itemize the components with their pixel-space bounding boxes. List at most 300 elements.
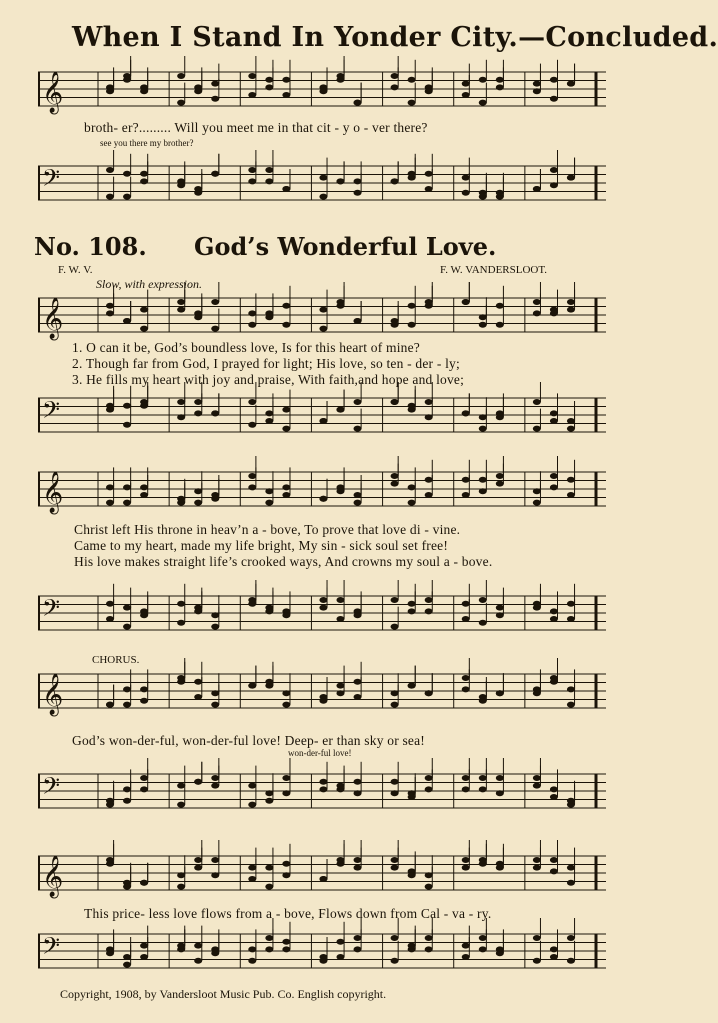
note-head — [496, 410, 504, 416]
note-head — [425, 872, 433, 878]
note-head — [496, 303, 504, 309]
note-head — [123, 422, 131, 428]
note-head — [265, 946, 273, 952]
note-head — [140, 608, 148, 614]
note-head — [211, 872, 219, 878]
note-head — [550, 418, 558, 424]
verse-line: His love makes straight life’s crooked ways, And crowns my soul a - bove. — [74, 554, 493, 569]
note-head — [425, 171, 433, 177]
chorus-line: This price- less love flows from a - bove, Flows down from Cal - va - ry. — [84, 906, 492, 921]
note-head — [248, 946, 256, 952]
note-head — [140, 484, 148, 490]
note-head — [140, 943, 148, 949]
note-head — [194, 865, 202, 871]
note-head — [265, 798, 273, 804]
note-head — [479, 77, 487, 83]
staff-notation — [38, 854, 606, 897]
note-head — [425, 935, 433, 941]
note-head — [336, 407, 344, 413]
note-head — [194, 679, 202, 685]
note-head — [194, 779, 202, 785]
note-head — [336, 616, 344, 622]
note-head — [265, 679, 273, 685]
note-head — [354, 500, 362, 506]
note-head — [408, 322, 416, 328]
note-head — [533, 500, 541, 506]
note-head — [354, 946, 362, 952]
note-head — [354, 935, 362, 941]
note-head — [194, 186, 202, 192]
note-head — [408, 171, 416, 177]
note-head — [336, 861, 344, 867]
staff-notation — [38, 396, 606, 436]
note-head — [567, 477, 575, 483]
note-head — [533, 857, 541, 863]
note-head — [194, 500, 202, 506]
note-head — [496, 775, 504, 781]
note-head — [140, 686, 148, 692]
lyric-line: broth- er?......... Will you meet me in that cit - y o - ver there? — [84, 120, 428, 135]
note-head — [354, 694, 362, 700]
note-head — [140, 880, 148, 886]
note-head — [391, 958, 399, 964]
note-head — [425, 186, 433, 192]
note-head — [408, 601, 416, 607]
note-head — [462, 477, 470, 483]
note-head — [123, 798, 131, 804]
note-head — [496, 950, 504, 956]
note-head — [479, 100, 487, 106]
note-head — [282, 77, 290, 83]
note-head — [425, 786, 433, 792]
note-head — [265, 410, 273, 416]
note-head — [496, 481, 504, 487]
note-head — [106, 802, 114, 808]
treble-staff — [38, 854, 606, 897]
note-head — [123, 318, 131, 324]
note-head — [319, 418, 327, 424]
note-head — [462, 686, 470, 692]
verse-line: Christ left His throne in heav’n a - bove, To prove that love di - vine. — [74, 522, 461, 537]
note-head — [194, 310, 202, 316]
note-head — [123, 77, 131, 83]
bass-clef-icon: 𝄢 — [42, 594, 61, 627]
note-head — [425, 477, 433, 483]
note-head — [265, 790, 273, 796]
note-head — [106, 950, 114, 956]
staff-notation — [38, 672, 606, 715]
note-head — [265, 500, 273, 506]
note-head — [319, 307, 327, 313]
note-head — [282, 407, 290, 413]
note-head — [425, 492, 433, 498]
treble-staff — [38, 672, 606, 715]
note-head — [391, 790, 399, 796]
note-head — [248, 92, 256, 98]
note-head — [177, 500, 185, 506]
verse-line: Came to my heart, made my life bright, My sin - sick soul set free! — [74, 538, 449, 553]
bass-clef-icon: 𝄢 — [42, 932, 61, 965]
note-head — [211, 496, 219, 502]
chorus-line: God’s won-der-ful, won-der-ful love! Deep- er than sky or sea! — [72, 733, 425, 748]
note-head — [462, 410, 470, 416]
note-head — [194, 410, 202, 416]
note-head — [462, 857, 470, 863]
note-head — [391, 865, 399, 871]
note-head — [550, 786, 558, 792]
note-head — [282, 775, 290, 781]
note-head — [462, 492, 470, 498]
note-head — [425, 299, 433, 305]
note-head — [248, 783, 256, 789]
note-head — [354, 779, 362, 785]
note-head — [462, 190, 470, 196]
note-head — [319, 779, 327, 785]
note-head — [496, 77, 504, 83]
note-head — [248, 958, 256, 964]
note-head — [391, 624, 399, 630]
note-head — [248, 399, 256, 405]
note-head — [106, 484, 114, 490]
note-head — [462, 92, 470, 98]
note-head — [211, 702, 219, 708]
note-head — [177, 783, 185, 789]
bass-staff — [38, 772, 606, 812]
note-head — [567, 601, 575, 607]
note-head — [550, 96, 558, 102]
bass-staff — [38, 396, 606, 436]
note-head — [550, 484, 558, 490]
staff-notation — [38, 296, 606, 339]
note-head — [567, 418, 575, 424]
treble-clef-icon: 𝄞 — [42, 472, 64, 513]
note-head — [496, 473, 504, 479]
note-head — [282, 92, 290, 98]
note-head — [479, 946, 487, 952]
note-head — [462, 865, 470, 871]
note-head — [336, 783, 344, 789]
note-head — [391, 779, 399, 785]
note-head — [123, 624, 131, 630]
note-head — [336, 303, 344, 309]
note-head — [391, 473, 399, 479]
note-head — [425, 399, 433, 405]
note-head — [391, 322, 399, 328]
note-head — [177, 307, 185, 313]
note-head — [123, 702, 131, 708]
note-head — [550, 608, 558, 614]
note-head — [550, 473, 558, 479]
note-head — [106, 500, 114, 506]
note-head — [391, 178, 399, 184]
note-head — [248, 310, 256, 316]
note-head — [177, 414, 185, 420]
note-head — [496, 322, 504, 328]
note-head — [550, 182, 558, 188]
note-head — [177, 679, 185, 685]
treble-staff — [38, 296, 606, 339]
note-head — [336, 939, 344, 945]
note-head — [479, 597, 487, 603]
note-head — [319, 175, 327, 181]
note-head — [248, 876, 256, 882]
note-head — [425, 608, 433, 614]
note-head — [319, 496, 327, 502]
note-head — [408, 794, 416, 800]
note-head — [140, 178, 148, 184]
note-head — [194, 608, 202, 614]
staff-notation — [38, 594, 606, 634]
treble-staff — [38, 470, 606, 513]
verse-line: 2. Though far from God, I prayed for light; His love, so ten - der - ly; — [72, 356, 460, 371]
note-head — [265, 605, 273, 611]
note-head — [496, 84, 504, 90]
note-head — [391, 935, 399, 941]
note-head — [533, 686, 541, 692]
note-head — [462, 775, 470, 781]
note-head — [479, 194, 487, 200]
note-head — [533, 601, 541, 607]
note-head — [140, 954, 148, 960]
note-head — [194, 84, 202, 90]
note-head — [336, 683, 344, 689]
note-head — [462, 299, 470, 305]
note-head — [408, 303, 416, 309]
note-head — [106, 601, 114, 607]
staff-notation — [38, 772, 606, 812]
note-head — [106, 88, 114, 94]
staff-notation — [38, 164, 606, 204]
note-head — [354, 492, 362, 498]
note-head — [479, 322, 487, 328]
note-head — [282, 946, 290, 952]
note-head — [567, 616, 575, 622]
note-head — [194, 857, 202, 863]
note-head — [533, 865, 541, 871]
note-head — [248, 802, 256, 808]
note-head — [282, 492, 290, 498]
note-head — [123, 605, 131, 611]
note-head — [211, 326, 219, 332]
note-head — [533, 399, 541, 405]
note-head — [211, 690, 219, 696]
note-head — [123, 954, 131, 960]
note-head — [567, 175, 575, 181]
staff-notation — [38, 932, 606, 972]
note-head — [567, 81, 575, 87]
note-head — [567, 958, 575, 964]
note-head — [282, 690, 290, 696]
note-head — [354, 865, 362, 871]
note-head — [211, 783, 219, 789]
note-head — [265, 935, 273, 941]
bass-staff — [38, 932, 606, 972]
note-head — [408, 484, 416, 490]
note-head — [177, 943, 185, 949]
note-head — [194, 694, 202, 700]
note-head — [336, 690, 344, 696]
note-head — [336, 484, 344, 490]
verse-line: 3. He fills my heart with joy and praise, With faith,and hope and love; — [72, 372, 465, 387]
bass-staff — [38, 164, 606, 204]
note-head — [319, 597, 327, 603]
note-head — [479, 414, 487, 420]
note-head — [282, 939, 290, 945]
note-head — [248, 167, 256, 173]
note-head — [140, 399, 148, 405]
note-head — [265, 310, 273, 316]
note-head — [248, 322, 256, 328]
note-head — [408, 500, 416, 506]
note-head — [140, 88, 148, 94]
note-head — [391, 690, 399, 696]
note-head — [106, 310, 114, 316]
note-head — [140, 171, 148, 177]
note-head — [123, 403, 131, 409]
note-head — [194, 488, 202, 494]
note-head — [550, 954, 558, 960]
note-head — [282, 861, 290, 867]
note-head — [248, 484, 256, 490]
note-head — [282, 872, 290, 878]
note-head — [408, 407, 416, 413]
note-head — [177, 299, 185, 305]
hymn-title: God’s Wonderful Love. — [194, 232, 497, 261]
note-head — [319, 876, 327, 882]
note-head — [354, 100, 362, 106]
note-head — [391, 399, 399, 405]
note-head — [479, 477, 487, 483]
note-head — [140, 698, 148, 704]
bass-clef-icon: 𝄢 — [42, 164, 61, 197]
note-head — [140, 326, 148, 332]
note-head — [496, 690, 504, 696]
note-head — [140, 492, 148, 498]
note-head — [496, 865, 504, 871]
note-head — [106, 194, 114, 200]
note-head — [550, 679, 558, 685]
note-head — [391, 84, 399, 90]
note-head — [265, 77, 273, 83]
lyric-subline: see you there my brother? — [100, 138, 194, 148]
note-head — [319, 194, 327, 200]
note-head — [567, 798, 575, 804]
staff-notation — [38, 470, 606, 513]
note-head — [408, 608, 416, 614]
note-head — [282, 612, 290, 618]
note-head — [354, 399, 362, 405]
note-head — [425, 414, 433, 420]
note-head — [177, 73, 185, 79]
note-head — [282, 303, 290, 309]
note-head — [408, 943, 416, 949]
page-title: When I Stand In Yonder City.—Concluded. — [72, 22, 718, 53]
note-head — [319, 954, 327, 960]
note-head — [550, 794, 558, 800]
note-head — [391, 481, 399, 487]
note-head — [496, 190, 504, 196]
note-head — [248, 683, 256, 689]
note-head — [550, 310, 558, 316]
note-head — [391, 857, 399, 863]
note-head — [248, 178, 256, 184]
note-head — [336, 597, 344, 603]
note-head — [550, 167, 558, 173]
note-head — [550, 868, 558, 874]
note-head — [123, 686, 131, 692]
note-head — [354, 318, 362, 324]
note-head — [567, 702, 575, 708]
note-head — [282, 702, 290, 708]
staff-notation — [38, 70, 606, 113]
note-head — [319, 694, 327, 700]
note-head — [354, 679, 362, 685]
verse-line: 1. O can it be, God’s boundless love, Is for this heart of mine? — [72, 340, 420, 355]
note-head — [123, 962, 131, 968]
note-head — [479, 488, 487, 494]
lyricist-credit: F. W. V. — [58, 264, 93, 276]
note-head — [211, 612, 219, 618]
note-head — [106, 303, 114, 309]
note-head — [211, 171, 219, 177]
note-head — [211, 857, 219, 863]
note-head — [496, 605, 504, 611]
treble-clef-icon: 𝄞 — [42, 674, 64, 715]
note-head — [177, 884, 185, 890]
note-head — [533, 88, 541, 94]
note-head — [177, 620, 185, 626]
note-head — [265, 884, 273, 890]
treble-clef-icon: 𝄞 — [42, 856, 64, 897]
note-head — [123, 171, 131, 177]
bass-staff — [38, 594, 606, 634]
note-head — [265, 84, 273, 90]
note-head — [354, 790, 362, 796]
note-head — [408, 77, 416, 83]
note-head — [550, 946, 558, 952]
note-head — [211, 775, 219, 781]
note-head — [408, 872, 416, 878]
note-head — [282, 426, 290, 432]
note-head — [479, 775, 487, 781]
note-head — [567, 880, 575, 886]
note-head — [177, 601, 185, 607]
copyright-notice: Copyright, 1908, by Vandersloot Music Pub. Co. English copyright. — [60, 987, 387, 1001]
note-head — [194, 943, 202, 949]
note-head — [248, 73, 256, 79]
note-head — [248, 422, 256, 428]
note-head — [140, 786, 148, 792]
note-head — [282, 484, 290, 490]
note-head — [391, 702, 399, 708]
note-head — [533, 775, 541, 781]
note-head — [425, 690, 433, 696]
note-head — [265, 418, 273, 424]
note-head — [123, 884, 131, 890]
note-head — [533, 783, 541, 789]
note-head — [211, 946, 219, 952]
note-head — [425, 946, 433, 952]
note-head — [177, 802, 185, 808]
note-head — [462, 943, 470, 949]
note-head — [354, 612, 362, 618]
note-head — [282, 790, 290, 796]
note-head — [462, 81, 470, 87]
note-head — [265, 167, 273, 173]
note-head — [211, 96, 219, 102]
hymn-number: No. 108. — [34, 232, 147, 261]
note-head — [462, 175, 470, 181]
